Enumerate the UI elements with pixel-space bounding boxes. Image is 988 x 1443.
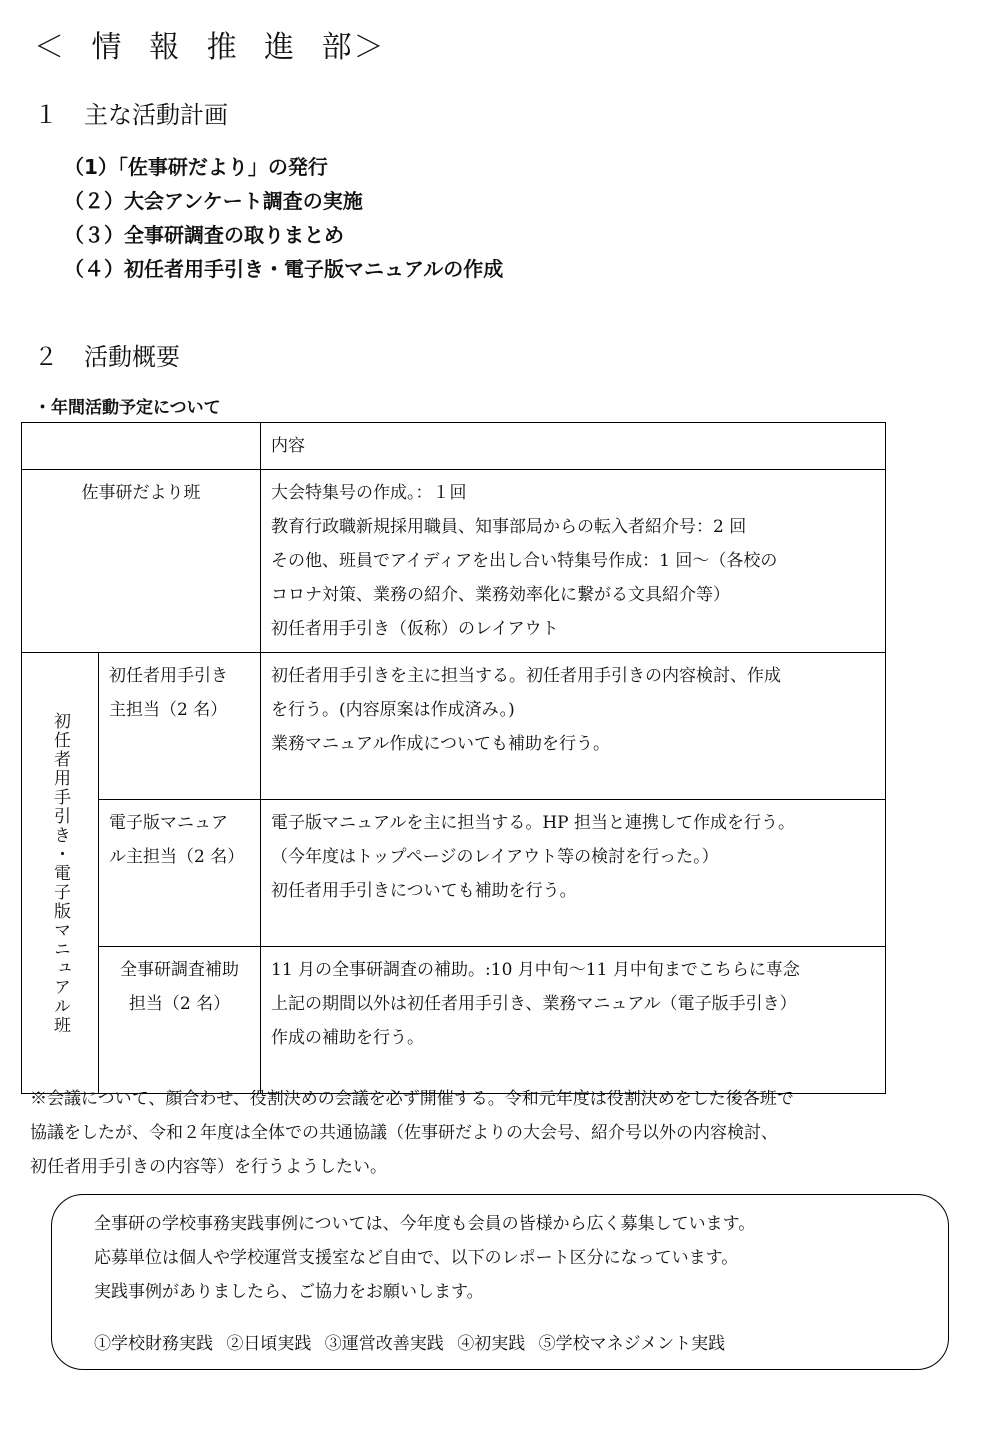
plan-item: （２）大会アンケート調査の実施: [64, 189, 363, 213]
table-row: [22, 470, 886, 653]
content-cell: [261, 947, 886, 1094]
box-line: 全事研の学校事務実践事例については、今年度も会員の皆様から広く募集しています。: [94, 1214, 756, 1234]
content-cell: [261, 800, 886, 947]
note-line: 協議をしたが、令和２年度は全体での共通協議（佐事研だよりの大会号、紹介号以外の内容検討、: [30, 1123, 778, 1143]
content-line: 初任者用手引きについても補助を行う。: [271, 881, 577, 901]
group-name-cell: 佐事研だより班: [22, 470, 261, 653]
schedule-heading: ・年間活動予定について: [34, 398, 221, 418]
content-line: 11 月の全事研調査の補助。:10 月中旬～11 月中旬までこちらに専念: [271, 960, 800, 980]
table-header-row: [22, 423, 886, 470]
header-content-cell: 内容: [261, 423, 886, 470]
report-categories: ①学校財務実践 ②日頃実践 ③運営改善実践 ④初実践 ⑤学校マネジメント実践: [94, 1334, 726, 1354]
role-line: 電子版マニュア: [109, 813, 228, 833]
plan-item: （３）全事研調査の取りまとめ: [64, 223, 344, 247]
content-line: 電子版マニュアルを主に担当する。HP 担当と連携して作成を行う。: [271, 813, 795, 833]
header-empty-cell: [22, 423, 261, 470]
content-line: 上記の期間以外は初任者用手引き、業務マニュアル（電子版手引き）: [271, 994, 797, 1014]
content-line: コロナ対策、業務の紹介、業務効率化に繋がる文具紹介等）: [271, 585, 730, 605]
role-line: ル主担当（2 名）: [109, 847, 245, 867]
role-cell: [99, 653, 261, 800]
role-line: 初任者用手引き: [109, 666, 228, 686]
role-line: 担当（2 名）: [128, 994, 231, 1014]
section-number: １: [34, 101, 58, 129]
content-cell: [261, 653, 886, 800]
box-line: 応募単位は個人や学校運営支援室など自由で、以下のレポート区分になっています。: [94, 1248, 739, 1268]
plan-list: [64, 150, 503, 286]
section-heading-plans: [34, 95, 228, 130]
content-cell: [261, 470, 886, 653]
note-line: ※会議について、顔合わせ、役割決めの会議を必ず開催する。令和元年度は役割決めをした後各班で: [30, 1089, 794, 1109]
section-heading-overview: [34, 337, 180, 372]
box-line: 実践事例がありましたら、ご協力をお願いします。: [94, 1282, 484, 1302]
content-line: 業務マニュアル作成についても補助を行う。: [271, 734, 610, 754]
content-line: その他、班員でアイディアを出し合い特集号作成：1 回～（各校の: [271, 551, 778, 571]
recruitment-box: [51, 1194, 949, 1370]
meeting-note: [30, 1082, 930, 1184]
content-line: 大会特集号の作成。：１回: [271, 483, 467, 503]
table-row: [22, 800, 886, 947]
table-row: [22, 653, 886, 800]
annual-schedule-table: [21, 422, 886, 1094]
content-line: を行う。(内容原案は作成済み。): [271, 700, 515, 720]
section-title: 主な活動計画: [84, 101, 228, 129]
note-line: 初任者用手引きの内容等）を行うようしたい。: [30, 1157, 387, 1177]
table-row: [22, 947, 886, 1094]
group-name-vertical-cell: 初任者用手引き・電子版マニュアル班: [22, 653, 99, 1094]
plan-item: （４）初任者用手引き・電子版マニュアルの作成: [64, 257, 504, 281]
content-line: 教育行政職新規採用職員、知事部局からの転入者紹介号：2 回: [271, 517, 747, 537]
content-line: 作成の補助を行う。: [271, 1028, 424, 1048]
role-cell: [99, 800, 261, 947]
content-line: 初任者用手引き（仮称）のレイアウト: [271, 619, 559, 639]
department-title: ＜ 情 報 推 進 部＞: [34, 30, 386, 65]
role-line: 全事研調査補助: [120, 960, 239, 980]
role-cell: [99, 947, 261, 1094]
section-title: 活動概要: [84, 343, 180, 371]
section-number: ２: [34, 343, 58, 371]
role-line: 主担当（2 名）: [109, 700, 228, 720]
plan-item: （1）「佐事研だより」の発行: [64, 155, 328, 179]
content-line: 初任者用手引きを主に担当する。初任者用手引きの内容検討、作成: [271, 666, 781, 686]
content-line: （今年度はトップページのレイアウト等の検討を行った。）: [271, 847, 719, 867]
